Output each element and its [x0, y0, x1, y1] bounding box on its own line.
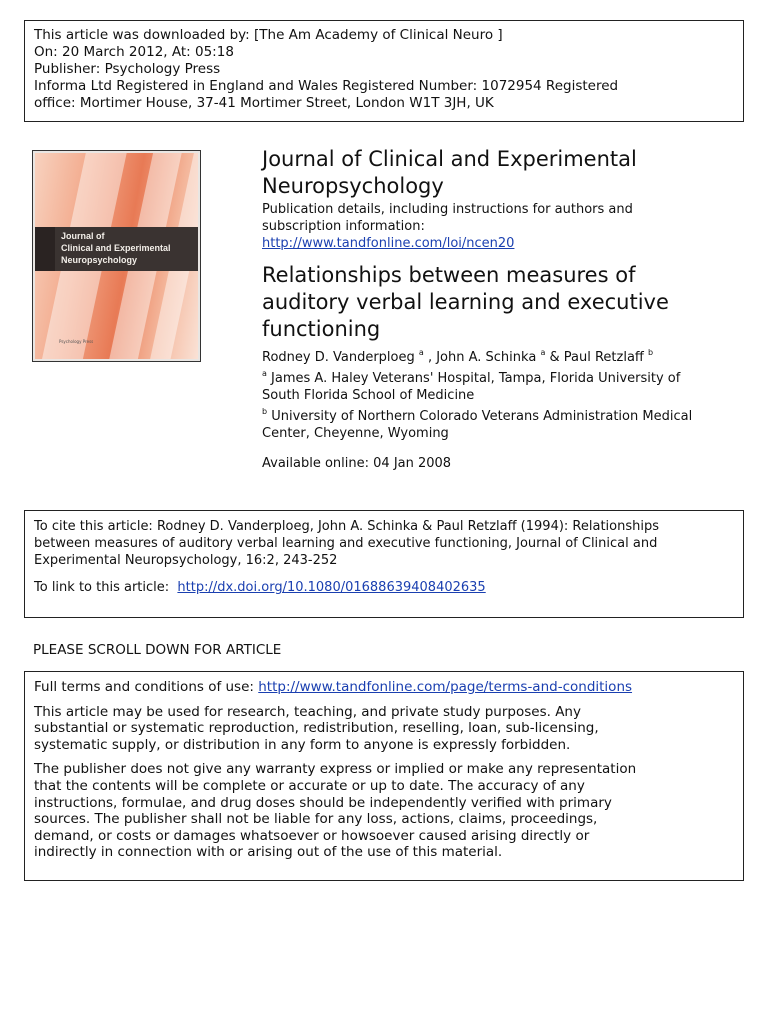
cover-title-line: Neuropsychology — [61, 255, 138, 265]
download-line: office: Mortimer House, 37-41 Mortimer Street, London W1T 3JH, UK — [34, 95, 494, 111]
terms-line: that the contents will be complete or accurate or up to date. The accuracy of any — [34, 777, 585, 794]
terms-line: instructions, formulae, and drug doses should be independently verified with primary — [34, 794, 612, 811]
author-list — [262, 349, 653, 366]
affiliation-line: South Florida School of Medicine — [262, 388, 475, 403]
article-title-line: functioning — [262, 317, 381, 341]
cover-title-line: Clinical and Experimental — [61, 243, 171, 253]
citation-line: Experimental Neuropsychology, 16:2, 243-252 — [34, 553, 338, 568]
citation-line: To cite this article: Rodney D. Vanderploeg, John A. Schinka & Paul Retzlaff (1994): Relationships — [34, 519, 659, 534]
affiliation-b — [262, 408, 692, 442]
journal-title — [262, 146, 637, 200]
terms-line: substantial or systematic reproduction, redistribution, reselling, loan, sub-licensing, — [34, 720, 599, 737]
affiliation-marker: a — [262, 369, 267, 378]
article-link-row — [34, 579, 734, 596]
author-name: & Paul Retzlaff — [549, 350, 644, 365]
article-title — [262, 262, 669, 343]
terms-box — [24, 671, 744, 881]
affiliation-a — [262, 370, 680, 404]
terms-row — [34, 679, 734, 696]
journal-url-link[interactable]: http://www.tandfonline.com/loi/ncen20 — [262, 236, 515, 251]
article-link-label: To link to this article: — [34, 580, 170, 595]
affiliation-marker: b — [262, 407, 268, 416]
citation-line: between measures of auditory verbal learning and executive functioning, Journal of Clinical and — [34, 536, 658, 551]
terms-line: This article may be used for research, teaching, and private study purposes. Any — [34, 703, 581, 720]
terms-line: indirectly in connection with or arising out of the use of this material. — [34, 844, 503, 861]
terms-line: sources. The publisher shall not be liable for any loss, actions, claims, proceedings, — [34, 811, 598, 828]
affiliation-marker: a — [540, 348, 546, 357]
terms-link[interactable]: http://www.tandfonline.com/page/terms-and-conditions — [258, 679, 633, 695]
affiliation-line — [262, 370, 680, 387]
affiliation-marker: b — [648, 348, 654, 357]
journal-title-line: Neuropsychology — [262, 174, 444, 198]
terms-label: Full terms and conditions of use: — [34, 679, 254, 695]
cover-title-band — [55, 227, 198, 271]
terms-line: The publisher does not give any warranty express or implied or make any representation — [34, 761, 637, 778]
download-notice-box — [24, 20, 744, 122]
journal-cover-image — [32, 150, 201, 362]
affiliation-marker: a — [418, 348, 424, 357]
available-online-date: Available online: 04 Jan 2008 — [262, 456, 452, 471]
citation-box — [24, 510, 744, 618]
affiliation-line: Center, Cheyenne, Wyoming — [262, 426, 449, 441]
doi-link[interactable]: http://dx.doi.org/10.1080/01688639408402635 — [177, 580, 486, 595]
scroll-down-notice: PLEASE SCROLL DOWN FOR ARTICLE — [33, 642, 282, 658]
author-name: , John A. Schinka — [427, 350, 537, 365]
affiliation-line — [262, 408, 692, 425]
terms-line: demand, or costs or damages whatsoever or howsoever caused arising directly or — [34, 827, 590, 844]
publication-details-line: subscription information: — [262, 219, 425, 234]
affiliation-text: James A. Haley Veterans' Hospital, Tampa, Florida University of — [271, 371, 681, 386]
download-line: Informa Ltd Registered in England and Wales Registered Number: 1072954 Registered — [34, 78, 619, 94]
affiliation-text: University of Northern Colorado Veterans Administration Medical — [271, 409, 693, 424]
journal-title-line: Journal of Clinical and Experimental — [262, 147, 637, 171]
terms-paragraph-usage — [34, 704, 734, 754]
publication-details-line: Publication details, including instructions for authors and — [262, 202, 633, 217]
download-line: This article was downloaded by: [The Am Academy of Clinical Neuro ] — [34, 27, 503, 43]
cover-publisher-mark — [59, 339, 93, 345]
download-line: On: 20 March 2012, At: 05:18 — [34, 44, 234, 60]
download-line: Publisher: Psychology Press — [34, 61, 221, 77]
publication-details — [262, 201, 633, 252]
article-title-line: Relationships between measures of — [262, 263, 636, 287]
cover-publisher-text: Psychology Press — [59, 339, 94, 344]
terms-paragraph-disclaimer — [34, 761, 734, 861]
cover-title-line: Journal of — [61, 231, 105, 241]
terms-line: systematic supply, or distribution in any form to anyone is expressly forbidden. — [34, 736, 571, 753]
author-name: Rodney D. Vanderploeg — [262, 350, 415, 365]
article-title-line: auditory verbal learning and executive — [262, 290, 669, 314]
